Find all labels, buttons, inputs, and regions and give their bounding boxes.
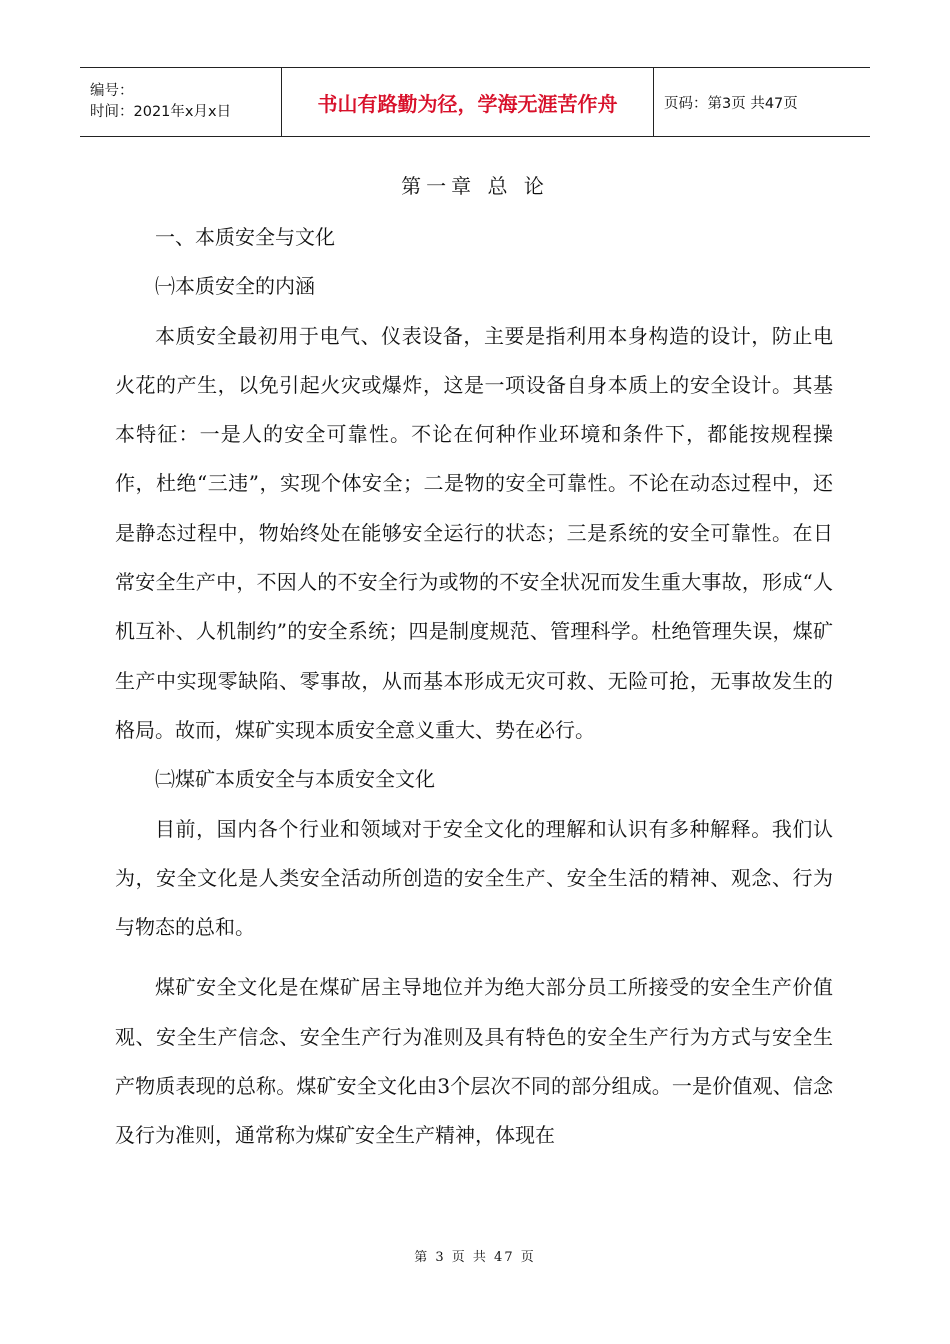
body-paragraph: 煤矿安全文化是在煤矿居主导地位并为绝大部分员工所接受的安全生产价值观、安全生产信念、安全生产行为准则及具有特色的安全生产行为方式与安全生产物质表现的总称。煤矿安全文化由3个层次不同的部分组成。一是价值观、信念及行为准则，通常称为煤矿安全生产精神，体现在 <box>115 975 833 1148</box>
subsection-heading: ㈠本质安全的内涵 <box>155 274 315 299</box>
header-motto-cell <box>282 68 654 136</box>
chapter-title: 第一章 总 论 <box>401 174 549 198</box>
section-heading: 一、本质安全与文化 <box>155 225 335 249</box>
subsection-heading: ㈡煤矿本质安全与本质安全文化 <box>155 767 435 792</box>
header-motto: 书山有路勤为径，学海无涯苦作舟 <box>317 91 618 116</box>
header-meta-cell <box>80 68 282 136</box>
document-number-label: 编号： <box>90 83 134 99</box>
header-page-info: 页码：第3页 共47页 <box>664 95 798 112</box>
document-body <box>115 213 833 1161</box>
page-footer: 第 3 页 共 47 页 <box>414 1250 536 1265</box>
header-page-cell <box>654 68 870 136</box>
body-paragraph: 目前，国内各个行业和领域对于安全文化的理解和认识有多种解释。我们认为，安全文化是人类安全活动所创造的安全生产、安全生活的精神、观念、行为与物态的总和。 <box>115 816 833 940</box>
header-table <box>80 67 870 137</box>
body-paragraph: 本质安全最初用于电气、仪表设备，主要是指利用本身构造的设计，防止电火花的产生，以免引起火灾或爆炸，这是一项设备自身本质上的安全设计。其基本特征：一是人的安全可靠性。不论在何种作业环境和条件下，都能按规程操作，杜绝“三违”，实现个体安全；二是物的安全可靠性。不论在动态过程中，还是静态过程中，物始终处在能够安全运行的状态；三是系统的安全可靠性。在日常安全生产中，不因人的不安全行为或物的不安全状况而发生重大事故，形成“人机互补、人机制约”的安全系统；四是制度规范、管理科学。杜绝管理失误，煤矿生产中实现零缺陷、零事故，从而基本形成无灾可救、无险可抢，无事故发生的格局。故而，煤矿实现本质安全意义重大、势在必行。 <box>115 323 833 742</box>
document-time-label: 时间：2021年x月x日 <box>90 104 232 120</box>
